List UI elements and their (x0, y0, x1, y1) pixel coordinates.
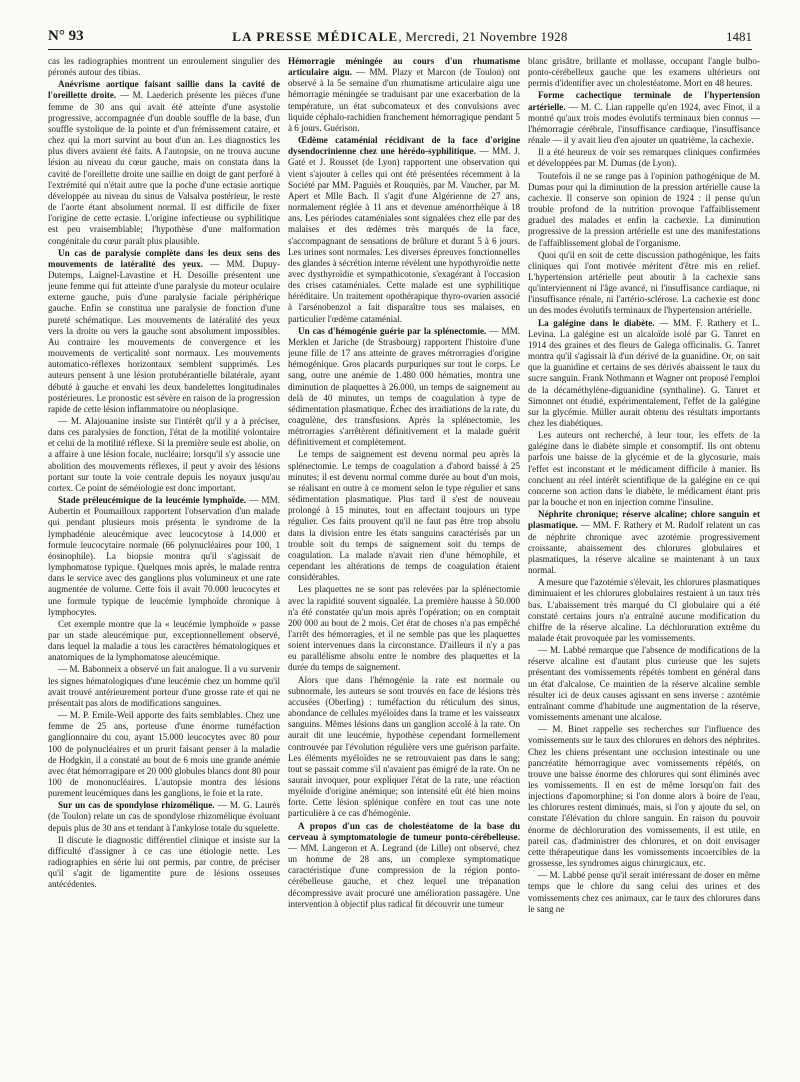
paragraph-text: — MM. F. Rathery et M. Rudolf relatent un cas de néphrite chronique avec azotémie progressivement croissante, abaissement des chlorures globulaires et plasmatiques, la réserve alcaline se maintenant à un taux normal. (528, 520, 760, 576)
paragraph-text: Les auteurs ont recherché, à leur tour, les effets de la galégine dans le diabète simple et consomptif. Ils ont obtenu parfois une baisse de la glycémie et de la glycosurie, mais l'effet est inconstant et le médicament difficile à manier. Ils concluent au réel intérêt scientifique de la galégine en ce qui concerne son action dans le diabète, le médicament étant pris par la bouche et non en injection comme l'insuline. (528, 430, 760, 508)
paragraph-text: — MM. F. Rathery et L. Levina. La galégine est un alcaloïde isolé par G. Tanret en 1914 des graines et des fleurs de Galega officinalis. G. Tanret montra qu'il s'agissait là d'un dérivé de la guanidine. Or, on sait que la guanidine et certains de ses dérivés abaissent le taux du sucre sanguin. Frank Nothmann et Wagner ont proposé l'emploi de la décaméthylène-diguanidine (synthaline). G. Tanret et Simonnet ont étudié, expérimentalement, l'effet de la galégine sur la glycémie. Müller aurait obtenu des résultats importants chez les diabétiques. (528, 317, 760, 428)
paragraph-text: Il discute le diagnostic différentiel clinique et insiste sur la difficulté d'assigner à ce cas une étiologie nette. Les radiographies en série lui ont permis, par contre, de préciser qu'il s'agit de ligamentite pure de lésions osseuses antécédentes. (48, 834, 280, 890)
paragraph (288, 449, 520, 583)
paragraph-text: — M. P. Emile-Weil apporte des faits semblables. Chez une femme de 25 ans, porteuse d'une énorme tuméfaction ganglionnaire du cou, ayant 15.000 leucocytes avec 80 pour 100 de polynucléaires et un prurit faisant penser à la maladie de Hodgkin, il a constaté au bout de 6 mois une grande anémie avec état hémorragipare et 20 000 globules blancs dont 80 pour 100 de mononucléaires. L'autopsie montra des lésions purement leucémiques dans les ganglions, le foie et la rate. (48, 710, 280, 799)
column-3 (528, 56, 760, 1076)
column-2 (288, 56, 520, 1076)
paragraph (48, 79, 280, 246)
paragraph-text: — M. Binet rappelle ses recherches sur l'influence des vomissements sur le taux des chlorures en dehors des néphrites. Chez les chiens présentant une occlusion intestinale ou une pancréatite hémorragique avec vomissements répétés, on trouve une baisse énorme des chlorures qui sont éliminés avec les vomissements. Il en est de même lorsqu'on fait des injections d'apomorphine; si l'on donne alors à boire de l'eau, les chlorures restent diminués, mais, si l'on y ajoute du sel, on constate l'élévation du chlore sanguin. En raison du pouvoir énorme de déchloruration des vomissements, il est utile, en pareil cas, d'administrer des chlorures, et on doit envisager cette thérapeutique dans les vomissements incoercibles de la grossesse, les syndromes aigus chirurgicaux, etc. (528, 724, 760, 869)
paragraph-text: Alors que dans l'hémogénie la rate est normale ou subnormale, les auteurs se sont trouvés en face de lésions très accusées (Oberling) : tuméfaction du réticulum des sinus, abondance de cellules myéloïdes dans la trame et les vaisseaux sanguins. Mêmes lésions dans un ganglion accolé à la rate. On aurait dit une leucémie, hypothèse cependant formellement controuvée par l'évolution régulière vers une guérison parfaite. Les éléments myéloïdes ne se retrouvaient pas dans le sang; tout se passait comme s'il n'avaient pas émigré de la rate. On ne saurait invoquer, pour expliquer l'état de la rate, une réaction myéloïde d'origine anémique; son intensité eût été bien moins forte. Cette lésion splénique confère en tout cas une note particulière à ce cas d'hémogénie. (288, 674, 520, 819)
paragraph (288, 584, 520, 673)
paragraph (528, 577, 760, 644)
paragraph-text: — M. C. Lian rappelle qu'en 1924, avec Finot, il a montré qu'aux trois modes évolutifs terminaux bien connus — l'hémorragie cérébrale, l'insuffisance cardiaque, l'insuffisance rénale — il y avait lieu d'en ajouter un quatrième, la cachexie. (528, 101, 760, 146)
paragraph (48, 710, 280, 799)
paragraph-text: Les plaquettes ne se sont pas relevées par la splénectomie avec la rapidité souvent signalée. La première hausse à 50.000 n'a été constatée qu'un mois après l'opération; on en comptait 200 000 au bout de 2 mois. Cet état de choses n'a pas empêché l'arrêt des hémorragies, et il ne semble pas que les plaquettes soient intervenues dans la circonstance. D'ailleurs il n'y a pas eu parallélisme absolu entre le nombre des plaquettes et la durée du temps de saignement. (288, 584, 520, 673)
paragraph-text: — MM. J. Gaté et J. Rousset (de Lyon) rapportent une observation qui vient s'ajouter à celles qui ont été présentées récemment à la Société par MM. Paguiès et Rouquiès, par M. Vaucher, par M. Apert et Mlle Bach. Il s'agit d'une Algérienne de 27 ans, normalement réglée à 11 ans et devenue aménorrhéique à 18 ans. Les périodes cataméniales sont signalées chez elle par des malaises et des œdèmes très marqués de la face, s'accompagnant de sensations de brûlure et durant 5 à 6 jours. Les urines sont normales. Les diverses épreuves fonctionnelles des glandes à sécrétion interne révèlent une hypothyroïdie nette avec dysthyroïdie et sympathicotonie, s'exagérant à l'occasion des crises cataméniales. Cette malade est une syphilitique héréditaire. Un traitement opothérapique thyro-ovarien associé à l'arsénobenzol a fait disparaître tous ses malaises, en particulier l'œdème cataménial. (288, 146, 520, 324)
paragraph (48, 56, 280, 78)
page-header (48, 0, 752, 48)
paragraph (288, 135, 520, 325)
paragraph-heading: La galégine dans le diabète. (538, 317, 655, 328)
paragraph-text: cas les radiographies montrent un enroulement singulier des péronés autour des tibias. (48, 56, 280, 78)
paragraph-text: — M. G. Laurès (de Toulon) relate un cas de spondylose rhizomélique évoluant depuis plus de 30 ans et tendant à l'ankylose totale du squelette. (48, 800, 280, 833)
header-rule (48, 49, 752, 50)
paragraph (528, 56, 760, 89)
paragraph (48, 800, 280, 833)
running-title (48, 29, 752, 45)
paragraph-text: Le temps de saignement est devenu normal peu après la splénectomie. Le temps de coagulation a d'abord baissé à 25 minutes; il est devenu normal comme durée au bout d'un mois, se réalisant en outre à ce moment selon le type régulier et sans sédimentation plasmatique. Plus tard il s'est de nouveau prolongé à 15 minutes, tout en affectant toujours un type régulier. Ces faits prouvent qu'il ne faut pas être trop absolu dans la division entre les états sanguins caractérisés par un trouble soit du temps de saignement soit du temps de coagulation. La malade n'avait rien d'une hémophile, et cependant les altérations de temps de coagulation étaient considérables. (288, 449, 520, 583)
paragraph-text: — M. Labbé remarque que l'absence de modifications de la réserve alcaline est d'autant plus curieuse que les sujets présentant des vomissements répétés tombent en général dans un état d'alcalose. Ce maintien de la réserve alcaline semble résulter ici de deux causes agissant en sens inverse : azotémie entraînant comme d'habitude une augmentation de la réserve, vomissements amenant une alcalose. (528, 645, 760, 723)
paragraph-heading: Un cas d'hémogénie guérie par la splénectomie. (298, 325, 487, 336)
paragraph-heading: Stade préleucémique de la leucémie lymphoïde. (58, 495, 247, 506)
paragraph-heading: Un cas de paralysie complète dans les deux sens des mouvements de latéralité des yeux. (48, 247, 280, 269)
paragraph (48, 835, 280, 891)
paragraph (528, 250, 760, 317)
page-number: 1481 (726, 29, 752, 44)
paragraph-text: Quoi qu'il en soit de cette discussion pathogénique, les faits cliniques qui l'ont motivée méritent d'être mis en relief. L'hypertension artérielle peut aboutir à la cachexie sans qu'interviennent ni l'âge avancé, ni l'insuffisance cardiaque, ni l'insuffisance rénale, ni l'artério-sclérose. La cachexie est donc un des modes évolutifs terminaux de l'hypertension artérielle. (528, 249, 760, 316)
paragraph-text: — MM. Dupuy-Dutemps, Laignel-Lavastine et H. Desoille présentent une jeune femme qui fut atteinte d'une paralysie du moteur oculaire externe gauche, puis d'une paralysie faciale périphérique gauche. Enfin se constitua une paralysie de fonction d'une pureté schématique. Les mouvements de latéralité des yeux vers la droite ou vers la gauche sont absolument impossibles. Au contraire les mouvements de convergence et les mouvements de verticalité sont normaux. Les mouvements automatico-réflexes horizontaux semblent supprimés. Les auteurs pensent à une lésion protubérantielle bilatérale, ayant débuté à gauche et envahi les deux bandelettes longitudinales postérieures. Le pronostic est sévère en raison de la progression rapide de cette lésion inflammatoire ou néoplasique. (48, 258, 280, 414)
paragraph (528, 430, 760, 508)
paragraph-text: Il a été heureux de voir ses remarques cliniques confirmées et développées par M. Dumas (de Lyon). (528, 147, 760, 169)
paragraph-heading: Hémorragie méningée au cours d'un rhumatisme articulaire aigu. (288, 56, 520, 78)
paragraph (48, 416, 280, 494)
paragraph-text: — MM. Langeron et A. Legrand (de Lille) ont observé, chez un homme de 28 ans, un complexe symptomatique caractéristique d'une compression de la région ponto-cérébelleuse gauche, et chez lequel une trépanation décompressive avait procuré une amélioration passagère. Une intervention à objectif plus radical fit découvrir une tumeur (288, 842, 520, 909)
paragraph-text: — MM. Merklen et Jariche (de Strasbourg) rapportent l'histoire d'une jeune fille de 17 ans atteinte de graves métrorragies d'origine hémogénique. Gros placards purpuriques sur tout le corps. Le sang, outre une anémie de 1.480 000 hématies, montra une diminution de plaquettes à 26.000, un temps de saignement au delà de 40 minutes, un temps de coagulation à type de sédimentation plasmatique. Échec des irradiations de la rate, du coagulène, des transfusions. Après la splénectomie, les métrorragies s'arrêtèrent définitivement et la malade guérit définitivement et complètement. (288, 325, 520, 448)
paragraph-heading: A propos d'un cas de cholestéatome de la base du cerveau à symptomatologie de tumeur ponto-cérébelleuse. (288, 820, 520, 842)
paragraph-text: A mesure que l'azotémie s'élevait, les chlorures plasmatiques diminuaient et les chlorures globulaires restaient à un taux très bas. L'abaissement très marqué du Cl globulaire qui a été constaté certains jours n'a entraîné aucune modification du chiffre de la réserve alcaline. La déchloruration extrême du malade était provoquée par les vomissements. (528, 577, 760, 643)
paragraph (528, 870, 760, 915)
paragraph (528, 90, 760, 146)
paragraph (288, 675, 520, 820)
paragraph-text: Toutefois il ne se range pas à l'opinion pathogénique de M. Dumas pour qui la diminution de la pression artérielle cause la cachexie. Il conserve son opinion de 1924 : il pense qu'un trouble profond de la nutrition provoque l'affaiblissement graduel des malades et enfin la cachexie. La diminution progressive de la pression artérielle est une des manifestations de l'affaiblissement global de l'organisme. (528, 170, 760, 248)
paragraph (528, 147, 760, 169)
paragraph-text: — MM. Aubertin et Poumailloux rapportent l'observation d'un malade qui pendant plusieurs mois présenta le syndrome de la lymphadénie aleucémique avec leucocytose à 14.000 et formule leucocytaire normale (66 polynucléaires pour 100, 1 éosinophile). La biopsie montra qu'il s'agissait de lymphomatose typique. Quelques mois après, le malade rentra dans le service avec des ganglions plus volumineux et une rate augmentée de volume. Cette fois il avait 70.000 leucocytes et une formule typique de leucémie lymphoïde chronique à lymphocytes. (48, 495, 280, 617)
paragraph-text: — M. Laederich présente les pièces d'une femme de 30 ans qui avait été atteinte d'une asystolie progressive, accompagnée d'un double souffle de la base, d'un souffle systolique de la pointe et d'un frémissement cataire, et chez qui la mort survint au bout d'un an. Les diagnostics les plus divers avaient été faits. A l'autopsie, on ne trouva aucune lésion au niveau du cœur gauche, mais on constata dans la cavité de l'oreillette droite une saillie en doigt de gant perforé à l'extrémité qui n'était autre que la poche d'une ectasie aortique développée au niveau du sinus de Valsalva postérieur, le reste de l'aorte étant absolument normal. Il est difficile de fixer l'origine de cette ectasie. L'origine infectieuse ou syphilitique est peu vraisemblable; l'hypothèse d'une malformation congénitale du cœur paraît plus plausible. (48, 90, 280, 246)
paragraph-heading: Anévrisme aortique faisant saillie dans la cavité de l'oreillette droite. (48, 79, 280, 101)
paragraph (48, 664, 280, 709)
paragraph (48, 248, 280, 415)
paragraph (528, 318, 760, 430)
paragraph (48, 619, 280, 664)
paragraph-text: — M. Labbé pense qu'il serait intéressant de doser en même temps que le chlore du sang celui des urines et des vomissements chez ces animaux, car le taux des chlorures dans le sang ne (528, 870, 760, 914)
paragraph (528, 645, 760, 723)
paragraph (288, 326, 520, 449)
paragraph-text: blanc grisâtre, brillante et mollasse, occupant l'angle bulbo-ponto-cérébelleux gauche que les examens ultérieurs ont permis d'identifier avec un cholestéatome. Mort en 48 heures. (528, 56, 760, 89)
issue-date: , Mercredi, 21 Novembre 1928 (398, 29, 568, 44)
paragraph (48, 495, 280, 618)
paragraph-heading: Néphrite chronique; réserve alcaline; chlore sanguin et plasmatique. (528, 509, 760, 531)
paragraph (528, 724, 760, 869)
paragraph-text: Cet exemple montre que la « leucémie lymphoïde » passe par un stade aleucémique pur, exceptionnellement observé, dans lequel la maladie a tous les caractères hématologiques et anatomiques de la lymphomatose aleucémique. (48, 618, 280, 663)
issue-number: N° 93 (48, 28, 84, 44)
journal-name: LA PRESSE MÉDICALE (232, 29, 399, 44)
paragraph (288, 821, 520, 910)
article-columns (48, 56, 760, 1076)
paragraph-text: — M. Alajouanine insiste sur l'intérêt qu'il y a à préciser, dans ces paralysies de fonction, l'état de la motilité volontaire et celui de la motilité réflexe. Si la première seule est abolie, on a affaire à une lésion focale, nucléaire; lorsqu'il s'y associe une abolition des mouvements réflexes, il peut y avoir des lésions portant sur toute la voie centrale depuis les noyaux jusqu'au cortex. Ce point de séméiologie est donc important. (48, 416, 280, 493)
paragraph (528, 509, 760, 576)
paragraph-text: — MM. Plazy et Marcon (de Toulon) ont observé à la 5e semaine d'un rhumatisme articulaire aigu une hémorragie méningée se traduisant par une exacerbation de la température, un état subcomateux et des convulsions avec liquide céphalo-rachidien franchement hémorragique pendant 5 à 6 jours. Guérison. (288, 67, 520, 133)
column-1 (48, 56, 280, 1076)
paragraph-text: — M. Babonneix a observé un fait analogue. Il a vu survenir les signes hématologiques d'une leucémie chez un homme qu'il avait trouvé antérieurement porteur d'une grosse rate et qui ne présentait pas alors de modifications sanguines. (48, 664, 280, 708)
paragraph-heading: Forme cachectique terminale de l'hypertension artérielle. (528, 90, 760, 112)
paragraph (528, 171, 760, 249)
paragraph-heading: Sur un cas de spondylose rhizomélique. (58, 800, 215, 811)
paragraph (288, 56, 520, 134)
paragraph-heading: Œdème cataménial récidivant de la face d'origine dysendocrinienne chez une hérédo-syphilitique. (288, 135, 520, 157)
